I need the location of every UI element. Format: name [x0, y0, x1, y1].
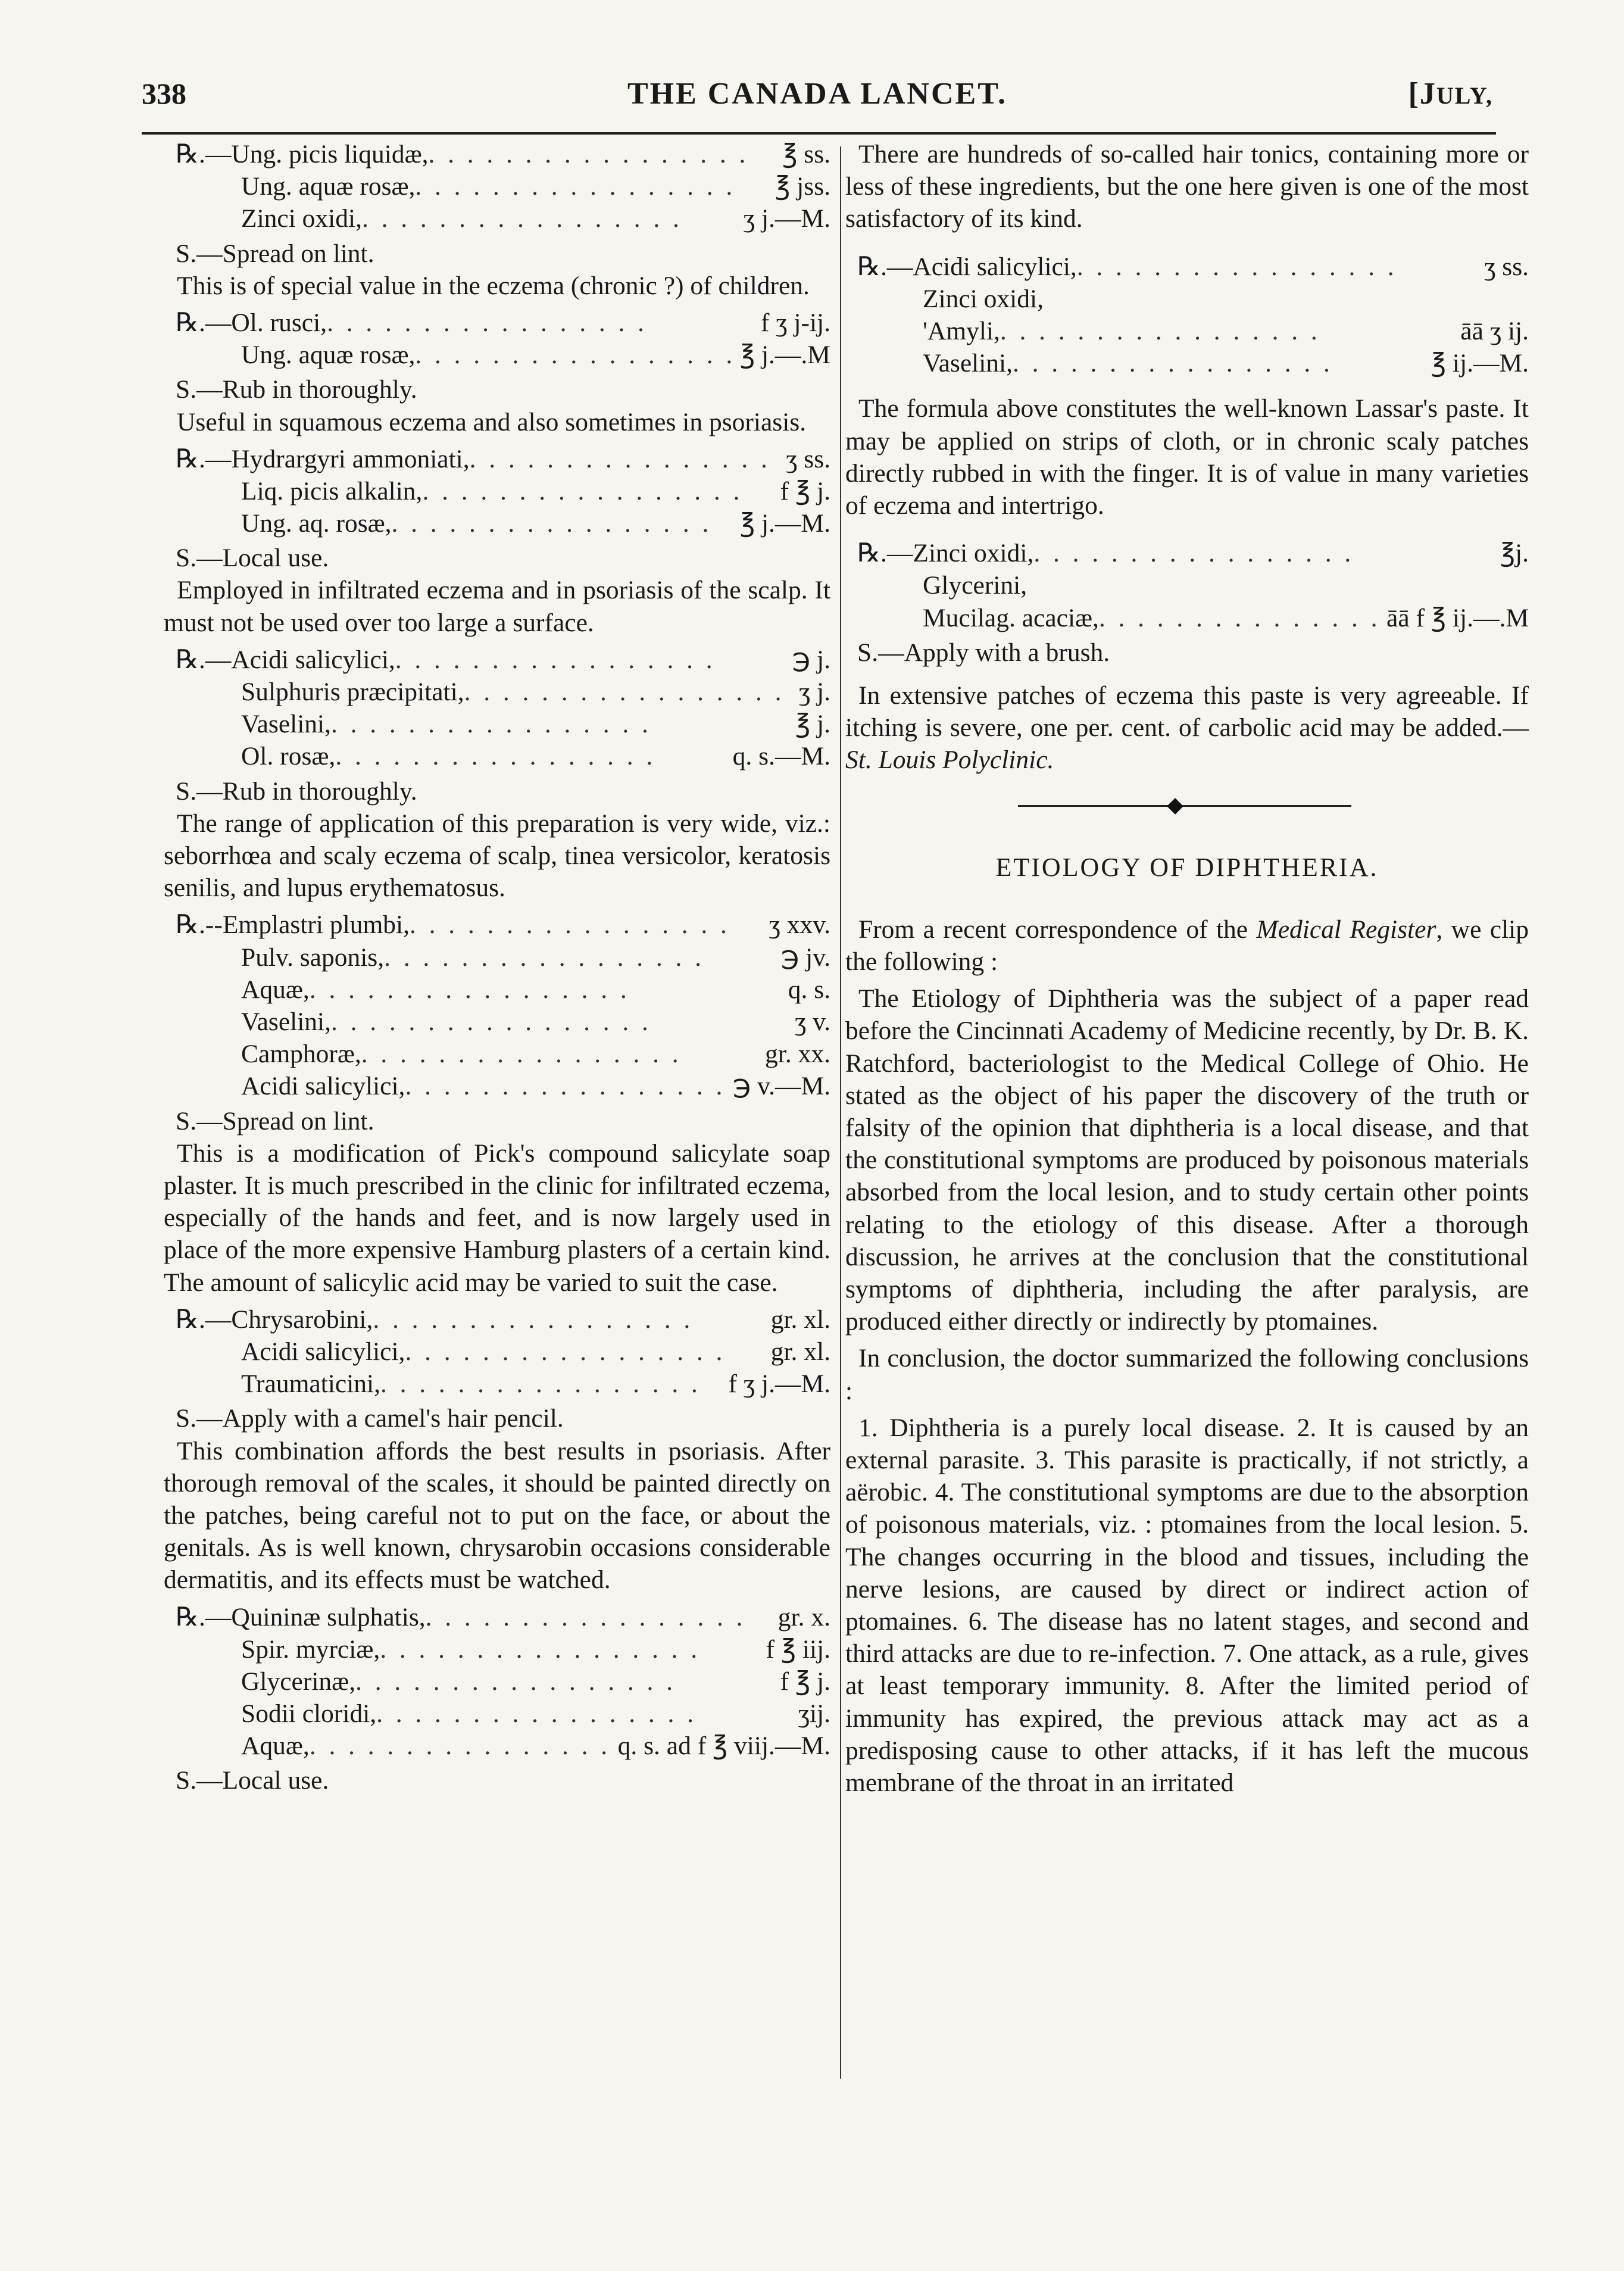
- ingredient-name: Sulphuris præcipitati, . .: [164, 676, 793, 708]
- ingredient-name: ℞.--Emplastri plumbi, . .: [164, 909, 763, 941]
- ingredient-name: ℞.—Ung. picis liquidæ, . .: [164, 138, 776, 170]
- ingredient-quantity: ℈ v.—M.: [732, 1072, 830, 1101]
- ingredient-quantity: f ℥ iij.: [766, 1634, 830, 1664]
- ingredient-name: Traumaticini, . .: [164, 1368, 722, 1400]
- prescription-line: [845, 347, 1529, 379]
- prescription-line: [164, 202, 830, 235]
- ingredient-quantity: f ℥ j.: [780, 476, 830, 506]
- prescription-line: [845, 602, 1529, 634]
- prescription: [164, 909, 830, 1102]
- prescription: [164, 307, 830, 371]
- ingredient-quantity: q. s.—M.: [732, 742, 830, 771]
- prescription-line: [164, 941, 830, 974]
- ingredient-name: Zinci oxidi,: [923, 284, 1044, 313]
- section-divider: [845, 781, 1529, 829]
- issue-date-rest: ULY,: [1436, 82, 1493, 109]
- prescription-signa: S.—Apply with a camel's hair pencil.: [176, 1404, 564, 1433]
- ingredient-name: Zinci oxidi, . .: [164, 202, 738, 235]
- prescription-line: [164, 1601, 830, 1633]
- ingredient-name: Aquæ, . .: [164, 1730, 612, 1762]
- prescription-signa: S.—Rub in thoroughly.: [176, 375, 417, 404]
- prescription-line: [164, 1368, 830, 1400]
- paragraph: From a recent correspondence of the Medical Register, we clip the following :: [845, 915, 1529, 976]
- ingredient-name: Spir. myrciæ, . .: [164, 1633, 760, 1665]
- ingredient-quantity: f ℥ j.: [780, 1667, 830, 1696]
- ingredient-quantity: f ʒ j-ij.: [760, 308, 830, 337]
- ingredient-quantity: ʒ xxv.: [769, 910, 830, 940]
- ingredient-quantity: q. s. ad f ℥ viij.—M.: [617, 1732, 830, 1761]
- header-rule: [142, 132, 1496, 135]
- ingredient-quantity: ʒij.: [798, 1699, 830, 1729]
- ingredient-quantity: q. s.: [788, 975, 830, 1004]
- prescription-signa: S.—Spread on lint.: [176, 239, 374, 268]
- issue-date-prefix: [J: [1408, 77, 1436, 111]
- prescription: [164, 443, 830, 540]
- prescription-line: [164, 507, 830, 539]
- paragraph: There are hundreds of so-called hair tonics, containing more or less of these ingredients, but the one here given is one of the most satisfactory of its kind.: [845, 140, 1529, 233]
- prescription: [164, 1303, 830, 1400]
- left-column: [164, 138, 830, 1797]
- ingredient-name: Aquæ, . .: [164, 974, 782, 1006]
- ingredient-name: Vaselini, . .: [164, 708, 789, 740]
- prescription-line: [164, 909, 830, 941]
- column-divider: [840, 146, 841, 2079]
- ingredient-quantity: āā f ℥ ij.—.M: [1386, 603, 1529, 632]
- prescription-line: [845, 315, 1529, 347]
- paragraph: This is of special value in the eczema (chronic ?) of children.: [177, 271, 810, 300]
- ingredient-name: Vaselini, . .: [164, 1006, 789, 1038]
- issue-date: [1408, 76, 1493, 111]
- prescription-line: [164, 339, 830, 371]
- ingredient-quantity: gr. x.: [777, 1602, 830, 1631]
- prescription-line: [164, 1665, 830, 1698]
- ingredient-name: ℞.—Hydrargyri ammoniati, . .: [164, 443, 780, 475]
- prescription-signa: S.—Rub in thoroughly.: [176, 776, 417, 806]
- paragraph: Employed in infiltrated eczema and in psoriasis of the scalp. It must not be used over too large a surface.: [164, 576, 830, 637]
- ingredient-name: Liq. picis alkalin, . .: [164, 475, 774, 507]
- prescription-line: [845, 251, 1529, 283]
- ingredient-quantity: ʒ v.: [795, 1007, 830, 1036]
- prescription-line: [164, 1730, 830, 1762]
- page-number: 338: [142, 77, 186, 110]
- prescription-line: [164, 974, 830, 1006]
- ingredient-name: ℞.—Acidi salicylici, . .: [845, 251, 1478, 283]
- prescription-signa: S.—Local use.: [176, 544, 329, 573]
- prescription-line: [164, 1633, 830, 1665]
- ingredient-quantity: āā ʒ ij.: [1460, 316, 1529, 345]
- prescription: [164, 644, 830, 773]
- ingredient-name: Sodii cloridi, . .: [164, 1698, 792, 1730]
- prescription-line: [845, 569, 1529, 601]
- divider-ornament: [1167, 798, 1183, 815]
- prescription-line: [164, 1006, 830, 1038]
- prescription-line: [164, 644, 830, 676]
- ingredient-quantity: ʒ ss.: [1484, 252, 1529, 281]
- ingredient-name: Glycerini,: [923, 571, 1028, 600]
- ingredient-quantity: gr. xx.: [765, 1040, 830, 1069]
- ingredient-quantity: gr. xl.: [770, 1305, 830, 1334]
- paragraph: The Etiology of Diphtheria was the subject of a paper read before the Cincinnati Academy of Medicine recently, by Dr. B. K. Ratchford, bacteriologist to the Medical College of Ohio. He stated as the object of his paper the discovery of the truth or falsity of the opinion that diphtheria is a local disease, and that the constitutional symptoms are produced by poisonous materials absorbed from the local lesion, and to study certain other points relating to the etiology of this disease. After a thorough discussion, he arrives at the conclusion that the constitutional symptoms of diphtheria, including the after paralysis, are produced either directly or indirectly by ptomaines.: [845, 984, 1529, 1336]
- prescription: [845, 251, 1529, 380]
- ingredient-quantity: f ʒ j.—M.: [728, 1370, 830, 1399]
- ingredient-quantity: ℈ j.: [792, 645, 830, 674]
- paragraph: Useful in squamous eczema and also sometimes in psoriasis.: [177, 407, 807, 436]
- ingredient-quantity: ℥j.: [1500, 539, 1529, 568]
- ingredient-name: ℞.—Chrysarobini, . .: [164, 1303, 765, 1336]
- journal-title: THE CANADA LANCET.: [627, 77, 1008, 111]
- ingredient-name: Camphoræ, . .: [164, 1038, 759, 1070]
- ingredient-name: ℞.—Zinci oxidi, . .: [845, 537, 1494, 569]
- ingredient-name: Acidi salicylici, . .: [164, 1336, 765, 1368]
- source-citation: St. Louis Polyclinic.: [845, 745, 1054, 775]
- ingredient-quantity: ℥ ij.—M.: [1431, 349, 1529, 378]
- ingredient-quantity: ℈ jv.: [780, 943, 830, 972]
- prescription-line: [164, 443, 830, 475]
- ingredient-quantity: ʒ j.: [798, 678, 830, 707]
- ingredient-name: ℞.—Quininæ sulphatis, . .: [164, 1601, 772, 1633]
- prescription-line: [164, 708, 830, 740]
- prescription-line: [164, 1303, 830, 1336]
- paragraph: In conclusion, the doctor summarized the following conclusions :: [845, 1344, 1529, 1405]
- prescription-line: [164, 740, 830, 772]
- prescription-line: [164, 676, 830, 708]
- paragraph: 1. Diphtheria is a purely local disease. 2. It is caused by an external parasite. 3. This parasite is practically, if not strictly, a aërobic. 4. The constitutional symptoms are due to the absorption of poisonous materials, viz. : ptomaines from the local lesion. 5. The changes occurring in the blood and tissues, including the nerve lesions, are caused by direct or indirect action of ptomaines. 6. The disease has no latent stages, and second and third attacks are due to re-infection. 7. One attack, as a rule, gives at least temporary immunity. 8. After the limited period of immunity has expired, the previous attack may act as a predisposing cause to other attacks, if it has left the mucous membrane of the throat in an irritated: [845, 1413, 1529, 1798]
- ingredient-name: Ol. rosæ, . .: [164, 740, 727, 772]
- prescription-line: [164, 138, 830, 170]
- ingredient-quantity: ʒ j.—M.: [743, 204, 830, 233]
- prescription-line: [845, 537, 1529, 569]
- ingredient-quantity: ℥ j.—M.: [739, 509, 830, 538]
- prescription: [164, 138, 830, 235]
- ingredient-name: Glycerinæ, . .: [164, 1665, 774, 1698]
- ingredient-name: Vaselini, . .: [845, 347, 1425, 379]
- prescription-signa: S.—Local use.: [176, 1766, 329, 1795]
- prescription: [845, 537, 1529, 634]
- ingredient-name: Mucilag. acaciæ, . .: [845, 602, 1381, 634]
- ingredient-name: Ung. aquæ rosæ, . .: [164, 339, 734, 371]
- ingredient-quantity: ʒ ss.: [786, 444, 830, 473]
- running-header: [142, 76, 1493, 118]
- paragraph: This is a modification of Pick's compound salicylate soap plaster. It is much prescribed in the clinic for infiltrated eczema, especially of the hands and feet, and is now largely used in place of the more expensive Hamburg plasters of a certain kind. The amount of salicylic acid may be varied to suit the case.: [164, 1138, 830, 1297]
- prescription: [164, 1601, 830, 1762]
- prescription-line: [164, 475, 830, 507]
- prescription-line: [164, 1698, 830, 1730]
- ingredient-name: Ung. aquæ rosæ, . .: [164, 170, 769, 202]
- ingredient-name: Acidi salicylici, . .: [164, 1070, 727, 1102]
- ingredient-quantity: ℥ j.: [795, 710, 830, 739]
- ingredient-name: 'Amyli, . .: [845, 315, 1454, 347]
- paragraph: The formula above constitutes the well-known Lassar's paste. It may be applied on strips of cloth, or in chronic scaly patches directly rubbed in with the finger. It is of value in many varieties of eczema and intertrigo.: [845, 394, 1529, 520]
- ingredient-quantity: ℥ jss.: [775, 172, 830, 201]
- ingredient-quantity: ℥ j.—.M: [739, 341, 830, 370]
- prescription-line: [164, 1070, 830, 1102]
- prescription-line: [845, 283, 1529, 315]
- ingredient-name: Ung. aq. rosæ, . .: [164, 507, 734, 539]
- right-column: [845, 138, 1529, 1804]
- prescription-signa: S.—Apply with a brush.: [857, 638, 1110, 667]
- prescription-line: [164, 170, 830, 202]
- ingredient-name: ℞.—Ol. rusci, . .: [164, 307, 755, 339]
- prescription-line: [164, 307, 830, 339]
- ingredient-quantity: gr. xl.: [770, 1337, 830, 1366]
- paragraph: The range of application of this preparation is very wide, viz.: seborrhœa and scaly eczema of scalp, tinea versicolor, keratosis senilis, and lupus erythematosus.: [164, 809, 830, 903]
- paragraph: This combination affords the best results in psoriasis. After thorough removal of the scales, it should be painted directly on the patches, being careful not to put on the face, or about the genitals. As is well known, chrysarobin occasions considerable dermatitis, and its effects must be watched.: [164, 1436, 830, 1595]
- paragraph: In extensive patches of eczema this paste is very agreeable. If itching is severe, one per. cent. of carbolic acid may be added.—St. Louis Polyclinic.: [845, 681, 1529, 775]
- section-title: ETIOLOGY OF DIPHTHERIA.: [995, 852, 1379, 882]
- ingredient-name: Pulv. saponis, . .: [164, 941, 775, 974]
- prescription-line: [164, 1336, 830, 1368]
- prescription-line: [164, 1038, 830, 1070]
- journal-citation: Medical Register: [1256, 915, 1436, 944]
- ingredient-quantity: ℥ ss.: [782, 140, 830, 169]
- prescription-signa: S.—Spread on lint.: [176, 1106, 374, 1136]
- ingredient-name: ℞.—Acidi salicylici, . .: [164, 644, 786, 676]
